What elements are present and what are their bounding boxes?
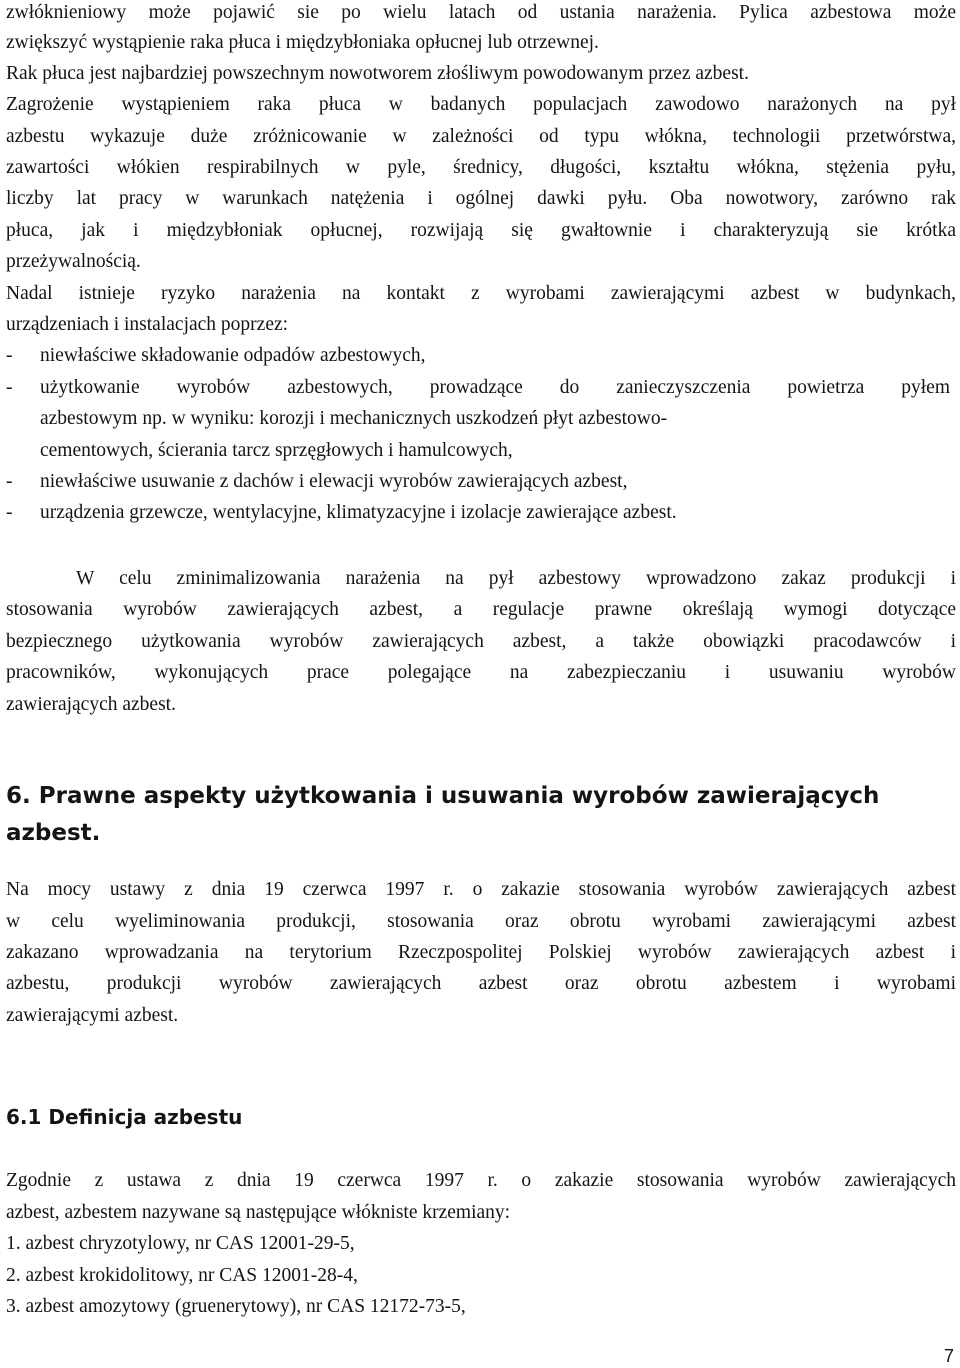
subsection-heading: 6.1 Definicja azbestu [6, 1105, 243, 1129]
section-heading-continuation: azbest. [6, 820, 101, 846]
bullet-item: urządzenia grzewcze, wentylacyjne, klimatyzacyjne i izolacje zawierające azbest. [40, 502, 677, 523]
bullet-dash: - [6, 471, 13, 492]
paragraph-line: zawierającymi azbest. [6, 1005, 179, 1026]
paragraph-line: liczby lat pracy w warunkach natężenia i ogólnej dawki pyłu. Oba nowotwory, zarówno rak [6, 188, 956, 209]
bullet-dash: - [6, 502, 13, 523]
paragraph-line: Nadal istnieje ryzyko narażenia na kontakt z wyrobami zawierającymi azbest w budynkach, [6, 283, 956, 304]
section-heading: 6. Prawne aspekty użytkowania i usuwania wyrobów zawierających [6, 783, 880, 809]
paragraph-line: azbestu wykazuje duże zróżnicowanie w zależności od typu włókna, technologii przetwórstwa, [6, 126, 956, 147]
bullet-dash: - [6, 377, 13, 398]
list-item: 1. azbest chryzotylowy, nr CAS 12001-29-5, [6, 1233, 355, 1254]
paragraph-line: w celu wyeliminowania produkcji, stosowania oraz obrotu wyrobami zawierającymi azbest [6, 911, 956, 932]
paragraph-line: pracowników, wykonujących prace polegające na zabezpieczaniu i usuwaniu wyrobów [6, 662, 956, 683]
paragraph-line: stosowania wyrobów zawierających azbest, a regulacje prawne określają wymogi dotyczące [6, 599, 956, 620]
paragraph-line: Rak płuca jest najbardziej powszechnym nowotworem złośliwym powodowanym przez azbest. [6, 63, 749, 84]
bullet-item-continuation: cementowych, ścierania tarcz sprzęgłowych i hamulcowych, [40, 440, 513, 461]
paragraph-line: urządzeniach i instalacjach poprzez: [6, 314, 289, 335]
paragraph-line: bezpiecznego użytkowania wyrobów zawierających azbest, a także obowiązki pracodawców i [6, 631, 956, 652]
paragraph-line: zakazano wprowadzania na terytorium Rzeczpospolitej Polskiej wyrobów zawierających azbest i [6, 942, 956, 963]
paragraph-line: zwiększyć wystąpienie raka płuca i międzybłoniaka opłucnej lub otrzewnej. [6, 32, 599, 53]
list-item: 3. azbest amozytowy (gruenerytowy), nr CAS 12172-73-5, [6, 1296, 466, 1317]
paragraph-line: zawartości włókien respirabilnych w pyle, średnicy, długości, kształtu włókna, stężenia pyłu, [6, 157, 956, 178]
bullet-dash: - [6, 345, 13, 366]
paragraph-line: W celu zminimalizowania narażenia na pył azbestowy wprowadzono zakaz produkcji i [76, 568, 956, 589]
paragraph-line: Zagrożenie wystąpieniem raka płuca w badanych populacjach zawodowo narażonych na pył [6, 94, 956, 115]
paragraph-line: zawierających azbest. [6, 694, 176, 715]
paragraph-line: azbestu, produkcji wyrobów zawierających azbest oraz obrotu azbestem i wyrobami [6, 973, 956, 994]
paragraph-line: przeżywalnością. [6, 251, 141, 272]
paragraph-line: Zgodnie z ustawa z dnia 19 czerwca 1997 r. o zakazie stosowania wyrobów zawierających [6, 1170, 956, 1191]
list-item: 2. azbest krokidolitowy, nr CAS 12001-28-4, [6, 1265, 358, 1286]
bullet-item-continuation: azbestowym np. w wyniku: korozji i mechanicznych uszkodzeń płyt azbestowo- [40, 408, 668, 429]
bullet-item: niewłaściwe usuwanie z dachów i elewacji wyrobów zawierających azbest, [40, 471, 628, 492]
bullet-item: niewłaściwe składowanie odpadów azbestowych, [40, 345, 426, 366]
bullet-item: użytkowanie wyrobów azbestowych, prowadzące do zanieczyszczenia powietrza pyłem [40, 377, 950, 398]
paragraph-line: Na mocy ustawy z dnia 19 czerwca 1997 r. o zakazie stosowania wyrobów zawierających azbest [6, 879, 956, 900]
page-number: 7 [943, 1346, 954, 1366]
paragraph-line: azbest, azbestem nazywane są następujące włókniste krzemiany: [6, 1202, 511, 1223]
paragraph-line: zwłóknieniowy może pojawić sie po wielu latach od ustania narażenia. Pylica azbestowa może [6, 2, 956, 23]
paragraph-line: płuca, jak i międzybłoniak opłucnej, rozwijają się gwałtownie i charakteryzują sie krótka [6, 220, 956, 241]
